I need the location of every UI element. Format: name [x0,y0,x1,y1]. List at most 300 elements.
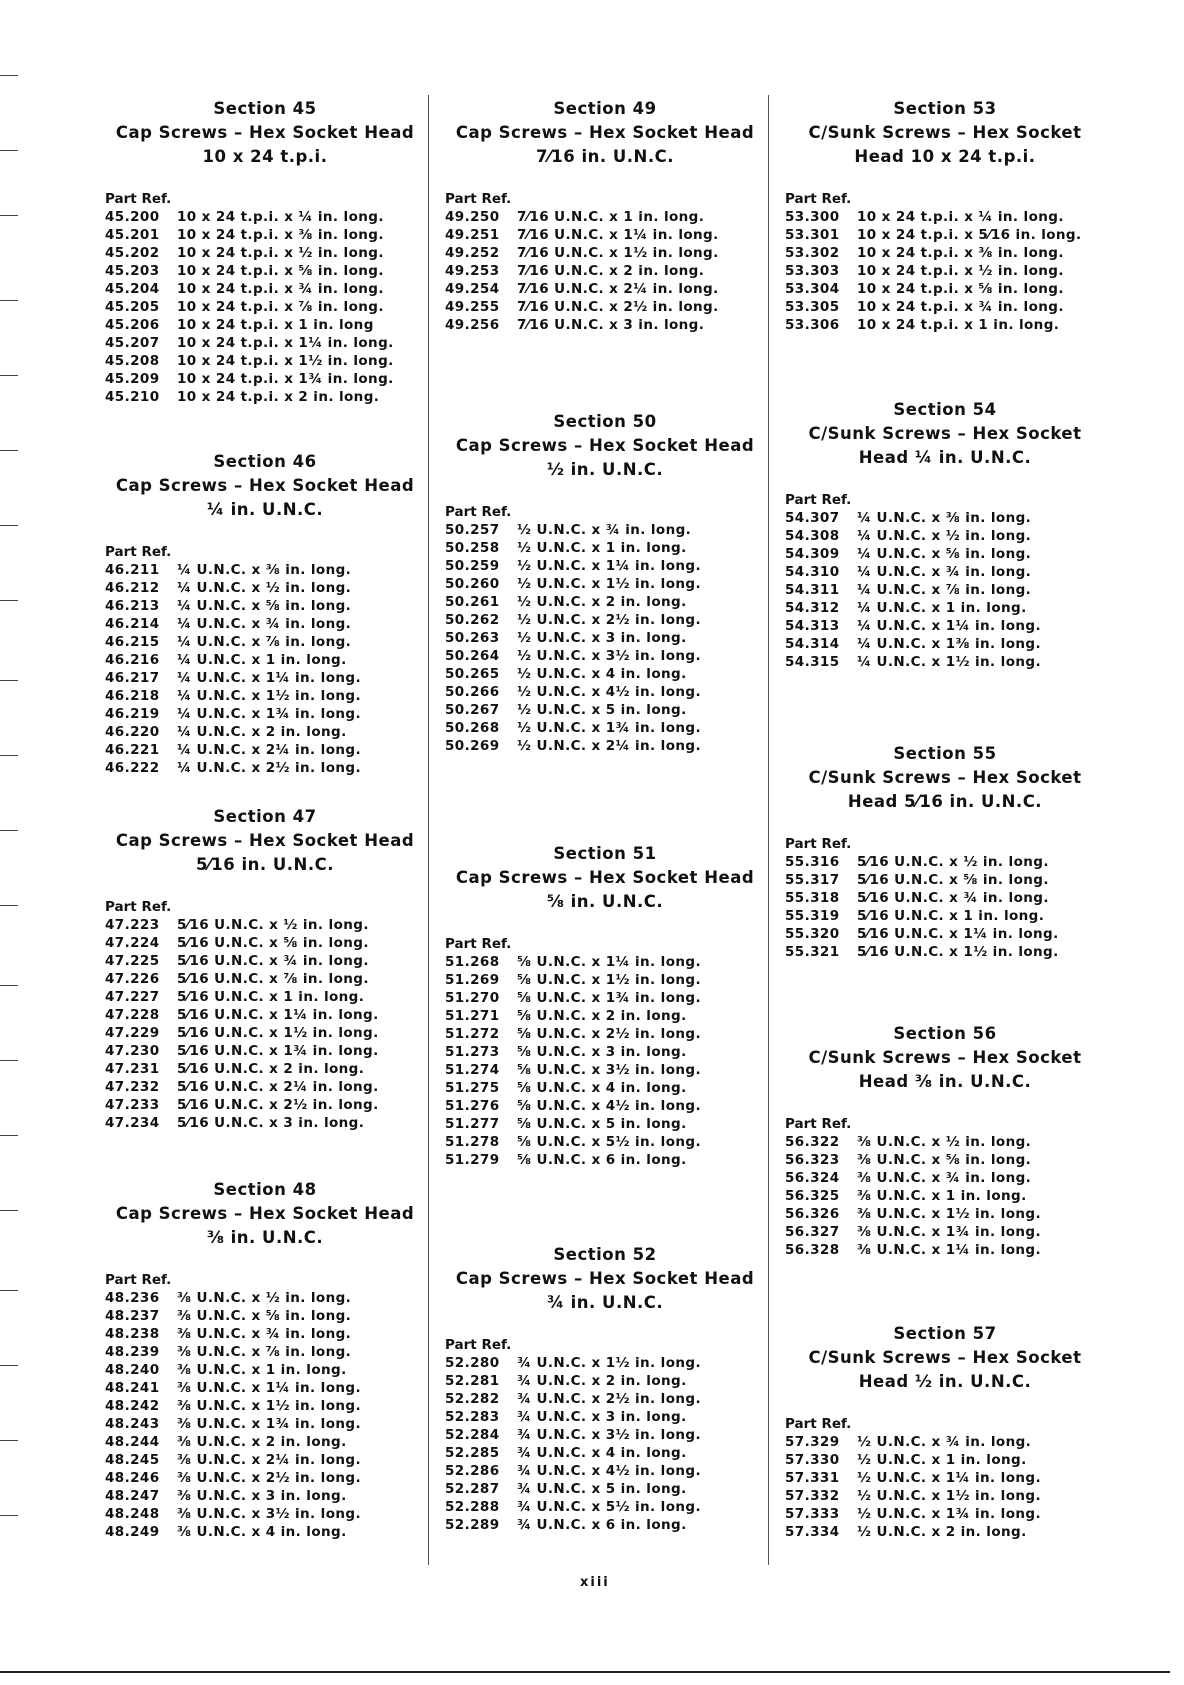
part-description: ⅜ U.N.C. x 1 in. long. [857,1188,1027,1204]
section-subtitle: C/Sunk Screws – Hex Socket [808,768,1082,787]
part-row [445,208,765,226]
part-row [445,557,765,575]
part-description: 10 x 24 t.p.i. x 5⁄16 in. long. [857,227,1082,243]
part-row [785,617,1105,635]
part-number: 56.322 [785,1134,840,1150]
part-description: ½ U.N.C. x 1 in. long. [517,540,687,556]
part-description: ¾ U.N.C. x 4 in. long. [517,1445,687,1461]
part-description: 10 x 24 t.p.i. x ⅝ in. long. [857,281,1064,297]
part-description: ⅜ U.N.C. x ¾ in. long. [857,1170,1032,1186]
part-row [105,1060,425,1078]
part-number: 57.330 [785,1452,840,1468]
part-number: 47.225 [105,953,160,969]
part-number: 48.246 [105,1470,160,1486]
section-subtitle: Cap Screws – Hex Socket Head [115,831,415,850]
margin-mark [0,905,18,906]
part-row [105,1451,425,1469]
section-subtitle: Cap Screws – Hex Socket Head [115,476,415,495]
part-row [445,701,765,719]
part-description: ¼ U.N.C. x ⅝ in. long. [177,598,352,614]
part-row [445,521,765,539]
part-number: 49.254 [445,281,500,297]
part-description: 10 x 24 t.p.i. x ⅝ in. long. [177,263,384,279]
part-description: 7⁄16 U.N.C. x 1 in. long. [517,209,705,225]
parts-section [445,97,765,334]
part-ref-header: Part Ref. [105,191,172,207]
part-description: ⅜ U.N.C. x ⅝ in. long. [177,1308,352,1324]
part-description: 10 x 24 t.p.i. x 1 in. long [177,317,374,333]
part-number: 49.256 [445,317,500,333]
margin-mark [0,215,18,216]
part-description: 5⁄16 U.N.C. x 2¼ in. long. [177,1079,379,1095]
part-row [105,226,425,244]
part-description: 7⁄16 U.N.C. x 3 in. long. [517,317,705,333]
part-description: ⅜ U.N.C. x 1½ in. long. [857,1206,1041,1222]
part-description: ⅜ U.N.C. x 2 in. long. [177,1434,347,1450]
part-description: ⅜ U.N.C. x 4 in. long. [177,1524,347,1540]
part-row [445,298,765,316]
part-description: 10 x 24 t.p.i. x ¾ in. long. [857,299,1064,315]
parts-section [105,97,425,406]
part-description: ⅜ U.N.C. x ¾ in. long. [177,1326,352,1342]
part-row [445,1115,765,1133]
part-number: 46.218 [105,688,160,704]
part-row [785,1187,1105,1205]
part-number: 46.214 [105,616,160,632]
part-description: 5⁄16 U.N.C. x 1½ in. long. [857,944,1059,960]
part-description: ½ U.N.C. x 1¼ in. long. [517,558,701,574]
part-row [785,509,1105,527]
part-number: 45.202 [105,245,160,261]
part-number: 49.250 [445,209,500,225]
parts-section [105,805,425,1132]
part-number: 53.303 [785,263,840,279]
part-description: ¼ U.N.C. x 1¼ in. long. [177,670,361,686]
part-number: 54.311 [785,582,840,598]
part-row [785,1487,1105,1505]
part-number: 47.224 [105,935,160,951]
part-description: 10 x 24 t.p.i. x ⅜ in. long. [177,227,384,243]
part-number: 55.318 [785,890,840,906]
part-description: ½ U.N.C. x ¾ in. long. [517,522,692,538]
part-description: ¼ U.N.C. x 1 in. long. [857,600,1027,616]
part-row [445,1408,765,1426]
section-subtitle: C/Sunk Screws – Hex Socket [808,123,1082,142]
part-row [105,597,425,615]
part-number: 51.278 [445,1134,500,1150]
part-description: ¾ U.N.C. x 5½ in. long. [517,1499,701,1515]
margin-mark [0,680,18,681]
part-number: 48.242 [105,1398,160,1414]
part-description: ½ U.N.C. x 1½ in. long. [857,1488,1041,1504]
part-description: ¼ U.N.C. x 2½ in. long. [177,760,361,776]
section-number: Section 53 [893,99,997,118]
part-description: 10 x 24 t.p.i. x ¼ in. long. [857,209,1064,225]
part-number: 50.260 [445,576,500,592]
part-row [105,705,425,723]
part-description: ½ U.N.C. x 1¾ in. long. [857,1506,1041,1522]
section-size: ⅝ in. U.N.C. [546,892,664,911]
part-row [445,1151,765,1169]
part-number: 51.277 [445,1116,500,1132]
part-row [785,1223,1105,1241]
part-description: 5⁄16 U.N.C. x 1¼ in. long. [177,1007,379,1023]
part-row [445,1007,765,1025]
section-number: Section 45 [213,99,317,118]
part-row [105,633,425,651]
part-description: 7⁄16 U.N.C. x 1¼ in. long. [517,227,719,243]
section-size: Head ⅜ in. U.N.C. [858,1072,1032,1091]
part-number: 54.308 [785,528,840,544]
section-number: Section 48 [213,1180,317,1199]
part-number: 46.222 [105,760,160,776]
part-description: ½ U.N.C. x 5 in. long. [517,702,687,718]
part-description: ¼ U.N.C. x 1¼ in. long. [857,618,1041,634]
section-subtitle: Cap Screws – Hex Socket Head [455,436,755,455]
part-ref-header: Part Ref. [785,492,852,508]
parts-section [785,1022,1105,1259]
part-row [105,669,425,687]
part-number: 51.273 [445,1044,500,1060]
part-description: ¼ U.N.C. x ½ in. long. [177,580,352,596]
part-row [785,1169,1105,1187]
part-number: 46.216 [105,652,160,668]
section-number: Section 47 [213,807,317,826]
part-number: 54.309 [785,546,840,562]
part-row [105,1042,425,1060]
part-description: ¼ U.N.C. x ⅝ in. long. [857,546,1032,562]
part-row [105,1523,425,1541]
part-number: 45.210 [105,389,160,405]
part-description: ¼ U.N.C. x 1¾ in. long. [177,706,361,722]
part-description: ¾ U.N.C. x 6 in. long. [517,1517,687,1533]
part-description: 7⁄16 U.N.C. x 1½ in. long. [517,245,719,261]
part-description: ¼ U.N.C. x ¾ in. long. [857,564,1032,580]
part-number: 47.232 [105,1079,160,1095]
part-description: ⅜ U.N.C. x 2¼ in. long. [177,1452,361,1468]
part-description: ½ U.N.C. x 1½ in. long. [517,576,701,592]
parts-section [445,842,765,1169]
part-description: ¼ U.N.C. x 2 in. long. [177,724,347,740]
part-description: ⅜ U.N.C. x ⅞ in. long. [177,1344,352,1360]
part-description: ½ U.N.C. x ¾ in. long. [857,1434,1032,1450]
margin-mark [0,1515,18,1516]
part-number: 51.270 [445,990,500,1006]
part-row [445,1133,765,1151]
part-description: 10 x 24 t.p.i. x ½ in. long. [177,245,384,261]
parts-section [445,1243,765,1534]
part-row [105,208,425,226]
part-number: 54.315 [785,654,840,670]
part-description: ⅝ U.N.C. x 2 in. long. [517,1008,687,1024]
part-row [785,653,1105,671]
part-ref-header: Part Ref. [105,899,172,915]
part-number: 55.320 [785,926,840,942]
part-description: ½ U.N.C. x 3½ in. long. [517,648,701,664]
part-row [105,741,425,759]
part-description: ⅝ U.N.C. x 3 in. long. [517,1044,687,1060]
part-row [445,1516,765,1534]
part-row [105,1024,425,1042]
part-number: 47.226 [105,971,160,987]
part-row [445,244,765,262]
part-number: 48.249 [105,1524,160,1540]
section-size: ⅜ in. U.N.C. [206,1228,324,1247]
part-description: ⅝ U.N.C. x 4 in. long. [517,1080,687,1096]
part-number: 48.237 [105,1308,160,1324]
section-size: 10 x 24 t.p.i. [202,147,328,166]
part-number: 45.203 [105,263,160,279]
part-description: 5⁄16 U.N.C. x ¾ in. long. [177,953,369,969]
part-description: 5⁄16 U.N.C. x ⅝ in. long. [857,872,1049,888]
part-row [445,629,765,647]
part-number: 47.228 [105,1007,160,1023]
part-row [785,1433,1105,1451]
part-row [105,1114,425,1132]
part-description: ⅜ U.N.C. x 1½ in. long. [177,1398,361,1414]
part-description: ⅜ U.N.C. x ½ in. long. [177,1290,352,1306]
part-row [785,889,1105,907]
part-row [445,737,765,755]
part-number: 51.268 [445,954,500,970]
margin-mark [0,375,18,376]
part-description: 10 x 24 t.p.i. x ⅜ in. long. [857,245,1064,261]
part-number: 57.331 [785,1470,840,1486]
part-row [105,1379,425,1397]
part-number: 52.280 [445,1355,500,1371]
part-description: ⅝ U.N.C. x 2½ in. long. [517,1026,701,1042]
part-ref-header: Part Ref. [445,1337,512,1353]
part-row [785,1505,1105,1523]
part-number: 54.307 [785,510,840,526]
part-number: 56.328 [785,1242,840,1258]
part-number: 51.276 [445,1098,500,1114]
part-description: 10 x 24 t.p.i. x 2 in. long. [177,389,380,405]
part-number: 45.207 [105,335,160,351]
parts-section [785,97,1105,334]
part-description: ½ U.N.C. x 2¼ in. long. [517,738,701,754]
part-row [785,1523,1105,1541]
part-number: 50.259 [445,558,500,574]
section-size: Head ¼ in. U.N.C. [858,448,1032,467]
part-ref-header: Part Ref. [105,1272,172,1288]
part-number: 55.316 [785,854,840,870]
part-number: 47.233 [105,1097,160,1113]
part-row [445,611,765,629]
part-number: 50.257 [445,522,500,538]
section-size: Head ½ in. U.N.C. [858,1372,1032,1391]
part-row [445,647,765,665]
part-row [105,952,425,970]
part-description: 10 x 24 t.p.i. x ⅞ in. long. [177,299,384,315]
part-row [105,1307,425,1325]
part-number: 51.269 [445,972,500,988]
part-description: ⅜ U.N.C. x 3 in. long. [177,1488,347,1504]
part-description: ⅝ U.N.C. x 3½ in. long. [517,1062,701,1078]
part-number: 46.213 [105,598,160,614]
part-description: ⅝ U.N.C. x 6 in. long. [517,1152,687,1168]
section-subtitle: Cap Screws – Hex Socket Head [455,868,755,887]
part-row [445,539,765,557]
section-number: Section 51 [553,844,657,863]
part-description: 5⁄16 U.N.C. x 1½ in. long. [177,1025,379,1041]
part-row [105,1433,425,1451]
part-description: ⅝ U.N.C. x 1¼ in. long. [517,954,701,970]
part-number: 56.323 [785,1152,840,1168]
part-number: 46.211 [105,562,160,578]
section-number: Section 54 [893,400,997,419]
section-subtitle: C/Sunk Screws – Hex Socket [808,1048,1082,1067]
part-description: ¼ U.N.C. x 1½ in. long. [177,688,361,704]
part-number: 56.325 [785,1188,840,1204]
part-description: 5⁄16 U.N.C. x ⅞ in. long. [177,971,369,987]
part-row [445,953,765,971]
part-number: 49.255 [445,299,500,315]
part-description: ¾ U.N.C. x 5 in. long. [517,1481,687,1497]
part-row [445,683,765,701]
part-row [105,1289,425,1307]
part-row [785,871,1105,889]
part-description: ⅜ U.N.C. x 1¾ in. long. [857,1224,1041,1240]
part-number: 47.234 [105,1115,160,1131]
part-row [785,563,1105,581]
part-row [445,1061,765,1079]
part-description: ¾ U.N.C. x 4½ in. long. [517,1463,701,1479]
part-number: 50.265 [445,666,500,682]
part-row [785,907,1105,925]
part-number: 48.239 [105,1344,160,1360]
part-row [445,989,765,1007]
part-row [445,316,765,334]
part-number: 57.332 [785,1488,840,1504]
section-number: Section 49 [553,99,657,118]
part-row [105,334,425,352]
part-row [445,280,765,298]
part-row [105,1325,425,1343]
part-number: 51.275 [445,1080,500,1096]
part-description: 5⁄16 U.N.C. x 2 in. long. [177,1061,365,1077]
part-number: 53.304 [785,281,840,297]
part-row [445,593,765,611]
part-row [785,599,1105,617]
part-description: ¾ U.N.C. x 2½ in. long. [517,1391,701,1407]
part-row [785,280,1105,298]
part-number: 49.253 [445,263,500,279]
part-row [105,687,425,705]
part-number: 57.329 [785,1434,840,1450]
part-number: 45.208 [105,353,160,369]
column-divider [428,95,429,1565]
part-number: 53.300 [785,209,840,225]
part-row [105,1415,425,1433]
parts-section [785,1322,1105,1541]
part-row [105,916,425,934]
margin-mark [0,1060,18,1061]
part-number: 51.274 [445,1062,500,1078]
part-row [105,316,425,334]
part-number: 54.312 [785,600,840,616]
part-number: 48.248 [105,1506,160,1522]
section-subtitle: Cap Screws – Hex Socket Head [455,1269,755,1288]
section-number: Section 52 [553,1245,657,1264]
part-row [105,1078,425,1096]
margin-mark [0,1290,18,1291]
part-number: 46.212 [105,580,160,596]
part-number: 50.262 [445,612,500,628]
part-description: ⅜ U.N.C. x ½ in. long. [857,1134,1032,1150]
parts-section [785,742,1105,961]
part-number: 56.327 [785,1224,840,1240]
margin-mark [0,75,18,76]
section-number: Section 56 [893,1024,997,1043]
part-description: ¾ U.N.C. x 3 in. long. [517,1409,687,1425]
part-row [785,244,1105,262]
part-ref-header: Part Ref. [785,836,852,852]
part-number: 48.244 [105,1434,160,1450]
part-description: ½ U.N.C. x 1 in. long. [857,1452,1027,1468]
part-description: ⅜ U.N.C. x 2½ in. long. [177,1470,361,1486]
part-row [105,262,425,280]
part-ref-header: Part Ref. [105,544,172,560]
part-description: 5⁄16 U.N.C. x ⅝ in. long. [177,935,369,951]
part-number: 57.334 [785,1524,840,1540]
part-description: ⅝ U.N.C. x 5 in. long. [517,1116,687,1132]
part-number: 48.245 [105,1452,160,1468]
part-row [785,527,1105,545]
part-number: 50.267 [445,702,500,718]
section-subtitle: Cap Screws – Hex Socket Head [115,123,415,142]
part-number: 50.264 [445,648,500,664]
part-row [785,943,1105,961]
part-number: 54.313 [785,618,840,634]
section-number: Section 55 [893,744,997,763]
part-description: ⅜ U.N.C. x 1¼ in. long. [857,1242,1041,1258]
part-row [785,1469,1105,1487]
part-row [445,971,765,989]
part-description: ½ U.N.C. x 4 in. long. [517,666,687,682]
part-description: ¼ U.N.C. x ½ in. long. [857,528,1032,544]
part-description: 5⁄16 U.N.C. x ½ in. long. [177,917,369,933]
part-number: 50.269 [445,738,500,754]
margin-mark [0,1210,18,1211]
section-subtitle: C/Sunk Screws – Hex Socket [808,424,1082,443]
margin-mark [0,300,18,301]
part-description: ⅜ U.N.C. x ⅝ in. long. [857,1152,1032,1168]
part-number: 55.321 [785,944,840,960]
part-row [445,575,765,593]
part-description: 5⁄16 U.N.C. x 1¼ in. long. [857,926,1059,942]
part-description: 10 x 24 t.p.i. x 1¾ in. long. [177,371,394,387]
part-number: 53.302 [785,245,840,261]
part-number: 45.200 [105,209,160,225]
part-description: ⅜ U.N.C. x 1¼ in. long. [177,1380,361,1396]
part-number: 52.283 [445,1409,500,1425]
part-row [105,280,425,298]
part-number: 53.305 [785,299,840,315]
part-number: 46.220 [105,724,160,740]
section-subtitle: Cap Screws – Hex Socket Head [455,123,755,142]
part-description: ¼ U.N.C. x ⅞ in. long. [857,582,1032,598]
part-row [785,1205,1105,1223]
margin-mark [0,1365,18,1366]
section-number: Section 46 [213,452,317,471]
part-row [785,208,1105,226]
part-description: ¼ U.N.C. x 1⅜ in. long. [857,636,1041,652]
part-number: 46.217 [105,670,160,686]
part-row [785,853,1105,871]
parts-section [785,398,1105,671]
section-subtitle: Cap Screws – Hex Socket Head [115,1204,415,1223]
